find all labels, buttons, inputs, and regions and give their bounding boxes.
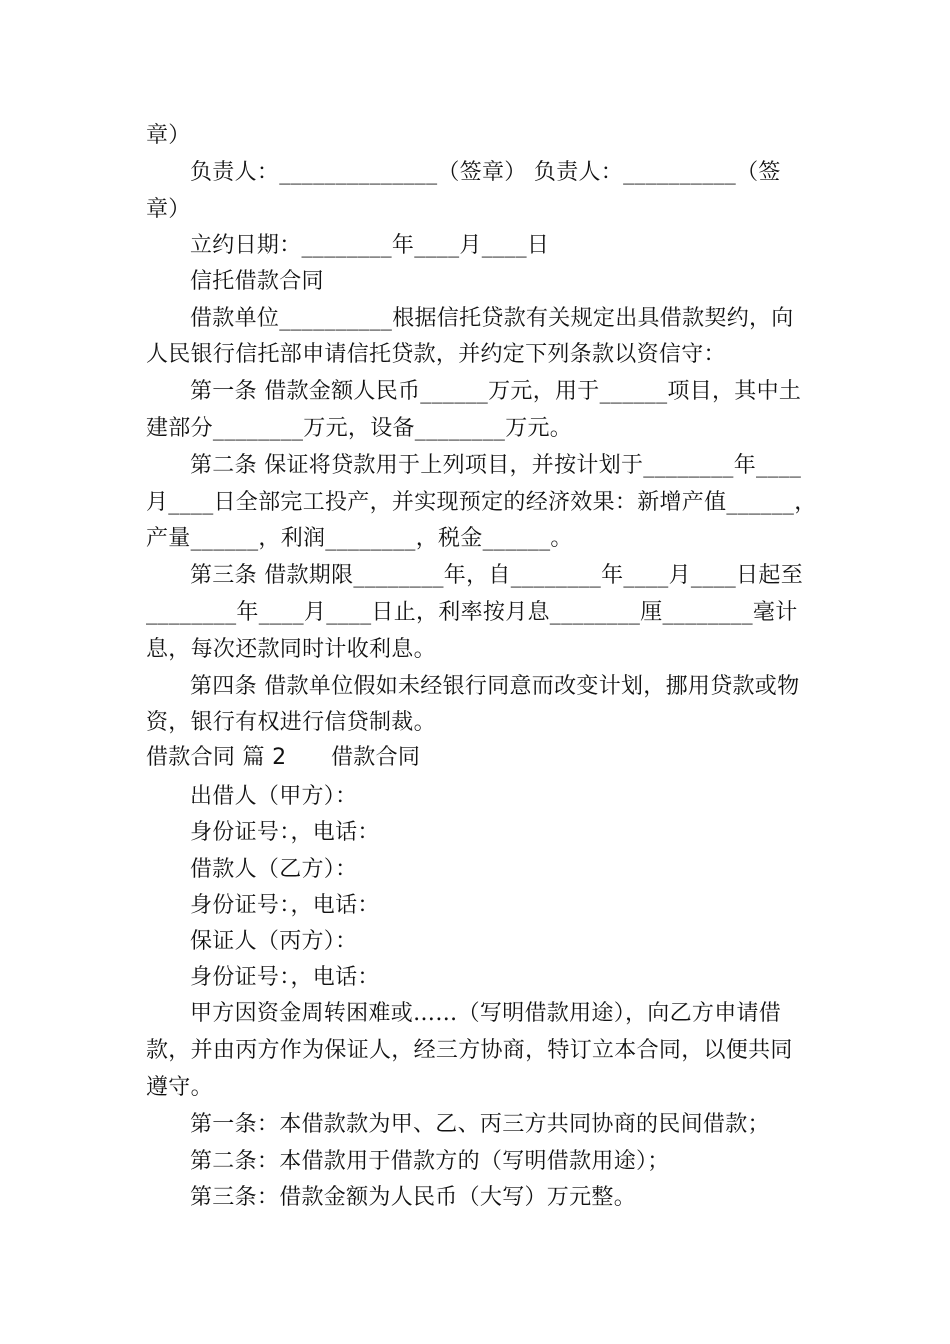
text-line: 第二条：本借款用于借款方的（写明借款用途）；	[190, 1149, 670, 1174]
text-line: 第三条 借款期限________年，自________年____月____日起至	[190, 563, 803, 588]
text-line: 身份证号：，电话：	[190, 965, 380, 990]
text-line: 身份证号：，电话：	[190, 893, 380, 918]
text-line: 负责人：______________（签章） 负责人：__________（签	[190, 160, 781, 185]
text-line: 章）	[146, 123, 191, 148]
text-line: 建部分________万元，设备________万元。	[146, 416, 573, 441]
text-line: 第二条 保证将贷款用于上列项目，并按计划于________年____	[190, 453, 802, 478]
text-line: 章）	[146, 197, 191, 222]
text-line: 遵守。	[146, 1075, 213, 1100]
text-line: ________年____月____日止，利率按月息________厘________毫计	[146, 600, 798, 625]
text-line: 借款单位__________根据信托贷款有关规定出具借款契约，向	[190, 306, 794, 331]
text-line: 款，并由丙方作为保证人，经三方协商，特订立本合同，以便共同	[146, 1038, 793, 1063]
text-line: 第四条 借款单位假如未经银行同意而改变计划，挪用贷款或物	[190, 674, 800, 699]
text-line: 出借人（甲方）：	[190, 784, 358, 809]
text-line: 第三条：借款金额为人民币（大写）万元整。	[190, 1185, 637, 1210]
section-heading: 借款合同 篇 2 借款合同	[146, 745, 421, 770]
text-line: 产量______，利润________，税金______。	[146, 526, 573, 551]
text-line: 保证人（丙方）：	[190, 929, 358, 954]
text-line: 第一条 借款金额人民币______万元，用于______项目，其中土	[190, 379, 802, 404]
text-line: 立约日期：________年____月____日	[190, 233, 550, 258]
section-heading: 信托借款合同	[190, 269, 324, 294]
text-line: 息，每次还款同时计收利息。	[146, 637, 436, 662]
text-line: 借款人（乙方）：	[190, 857, 358, 882]
text-line: 月____日全部完工投产，并实现预定的经济效果：新增产值______，	[146, 490, 817, 515]
text-line: 甲方因资金周转困难或……（写明借款用途），向乙方申请借	[190, 1001, 782, 1026]
text-line: 身份证号：，电话：	[190, 820, 380, 845]
text-line: 人民银行信托部申请信托贷款，并约定下列条款以资信守：	[146, 342, 726, 367]
text-line: 第一条：本借款款为甲、乙、丙三方共同协商的民间借款；	[190, 1112, 770, 1137]
text-line: 资，银行有权进行信贷制裁。	[146, 710, 436, 735]
